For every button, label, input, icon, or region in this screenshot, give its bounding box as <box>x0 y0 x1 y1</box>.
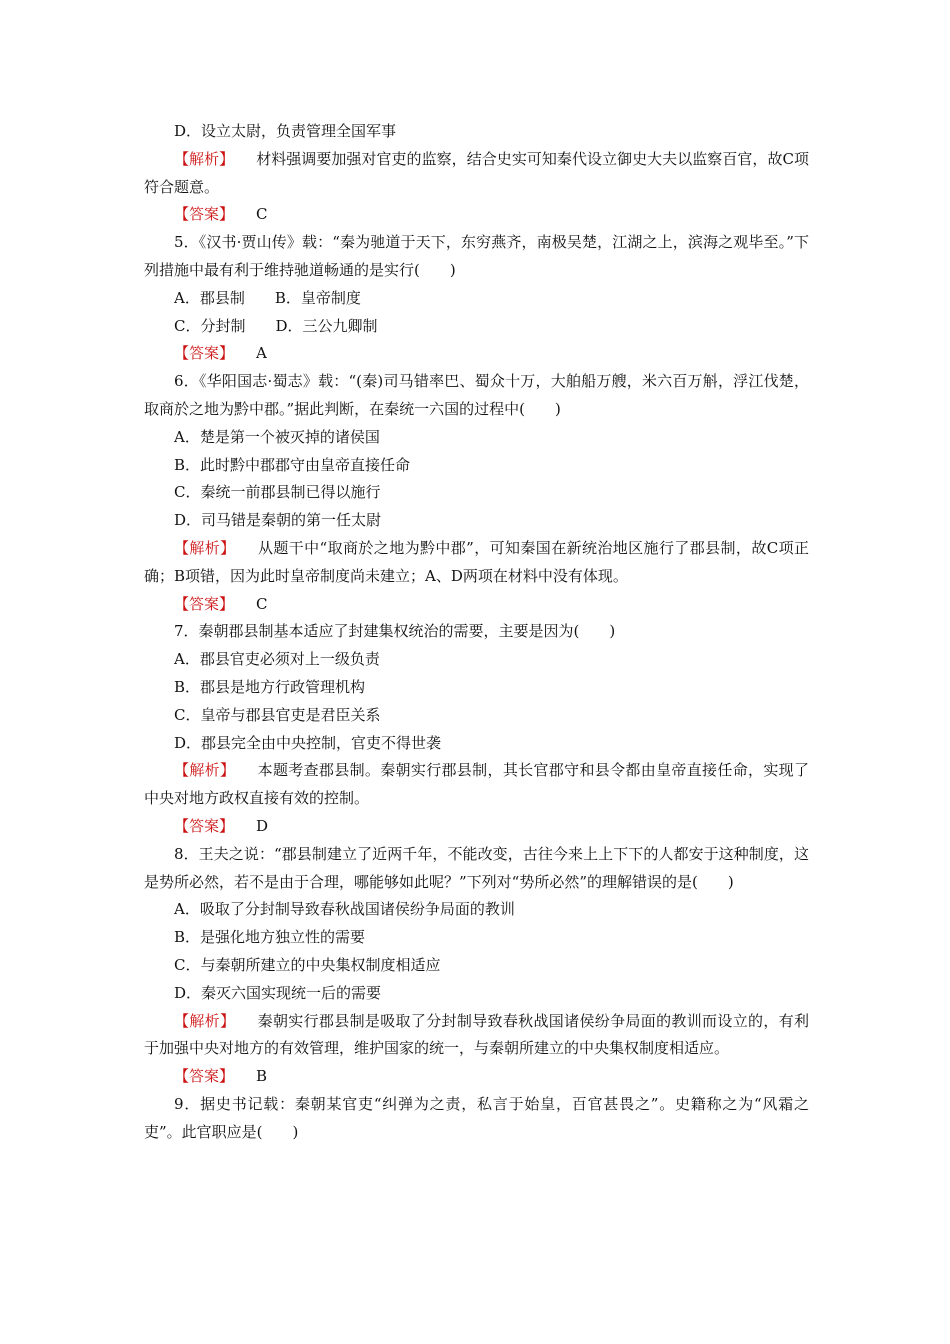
q4-analysis <box>144 146 809 202</box>
document-body <box>144 118 809 1146</box>
q7-option-d: D．郡县完全由中央控制，官吏不得世袭 <box>174 733 442 752</box>
q6-analysis-text: 从题干中“取商於之地为黔中郡”，可知秦国在新统治地区施行了郡县制，故C项正确；B项错，因为此时皇帝制度尚未建立；A、D两项在材料中没有体现。 <box>144 538 809 585</box>
analysis-tag: 【解析】 <box>174 538 236 557</box>
analysis-tag: 【解析】 <box>174 1011 236 1030</box>
q5-answer-value: A <box>256 344 267 363</box>
q8-answer <box>144 1063 809 1091</box>
q5-options-cd: C．分封制 D．三公九卿制 <box>174 316 378 335</box>
q6-answer <box>144 591 809 619</box>
q7-option-a: A．郡县官吏必须对上一级负责 <box>174 650 380 669</box>
q6-option-c: C．秦统一前郡县制已得以施行 <box>174 483 381 502</box>
q6-stem: 6．《华阳国志·蜀志》载：“(秦)司马错率巴、蜀众十万，大舶船万艘，米六百万斛，浮江伐楚，取商於之地为黔中郡。”据此判断，在秦统一六国的过程中( ) <box>144 372 809 418</box>
q6-answer-value: C <box>256 594 268 613</box>
q8-option-c: C．与秦朝所建立的中央集权制度相适应 <box>174 955 441 974</box>
q8-stem: 8．王夫之说：“郡县制建立了近两千年，不能改变，古往今来上上下下的人都安于这种制度，这是势所必然，若不是由于合理，哪能够如此呢？”下列对“势所必然”的理解错误的是( ) <box>144 844 809 891</box>
q5-options-ab: A．郡县制 B．皇帝制度 <box>174 288 361 307</box>
analysis-tag: 【解析】 <box>174 149 235 168</box>
q7-option-b: B．郡县是地方行政管理机构 <box>174 677 366 696</box>
answer-tag: 【答案】 <box>174 344 235 363</box>
q8-option-d: D．秦灭六国实现统一后的需要 <box>174 983 382 1002</box>
q4-option-d: D．设立太尉，负责管理全国军事 <box>174 122 397 140</box>
q9-stem: 9．据史书记载：秦朝某官吏“纠弹为之责，私言于始皇，百官甚畏之”。史籍称之为“风霜之吏”。此官职应是( ) <box>144 1094 809 1141</box>
q7-stem: 7．秦朝郡县制基本适应了封建集权统治的需要，主要是因为( ) <box>174 622 616 641</box>
q7-option-c: C．皇帝与郡县官吏是君臣关系 <box>174 705 381 724</box>
q6-option-a: A．楚是第一个被灭掉的诸侯国 <box>174 427 380 446</box>
q7-answer-value: D <box>256 816 269 835</box>
q8-option-b: B．是强化地方独立性的需要 <box>174 928 366 947</box>
answer-tag: 【答案】 <box>174 594 235 613</box>
answer-tag: 【答案】 <box>174 1067 235 1086</box>
q5-answer <box>144 340 809 368</box>
q6-analysis <box>144 535 809 591</box>
q5-stem: 5．《汉书·贾山传》载：“秦为驰道于天下，东穷燕齐，南极吴楚，江湖之上，滨海之观毕至。”下列措施中最有利于维持驰道畅通的是实行( ) <box>144 233 809 279</box>
q8-analysis-text: 秦朝实行郡县制是吸取了分封制导致春秋战国诸侯纷争局面的教训而设立的，有利于加强中央对地方的有效管理，维护国家的统一，与秦朝所建立的中央集权制度相适应。 <box>144 1011 809 1058</box>
q4-analysis-text: 材料强调要加强对官吏的监察，结合史实可知秦代设立御史大夫以监察百官，故C项符合题意。 <box>144 149 809 196</box>
q6-option-b: B．此时黔中郡郡守由皇帝直接任命 <box>174 455 411 474</box>
answer-tag: 【答案】 <box>174 816 235 835</box>
answer-tag: 【答案】 <box>174 205 235 224</box>
q7-answer <box>144 813 809 841</box>
q8-answer-value: B <box>256 1067 268 1086</box>
analysis-tag: 【解析】 <box>174 761 236 780</box>
q7-analysis-text: 本题考查郡县制。秦朝实行郡县制，其长官郡守和县令都由皇帝直接任命，实现了中央对地方政权直接有效的控制。 <box>144 761 809 808</box>
q8-analysis <box>144 1008 809 1064</box>
q6-option-d: D．司马错是秦朝的第一任太尉 <box>174 511 382 530</box>
q4-answer <box>144 201 809 229</box>
q7-analysis <box>144 757 809 813</box>
q8-option-a: A．吸取了分封制导致春秋战国诸侯纷争局面的教训 <box>174 900 515 919</box>
q4-answer-value: C <box>256 205 268 224</box>
